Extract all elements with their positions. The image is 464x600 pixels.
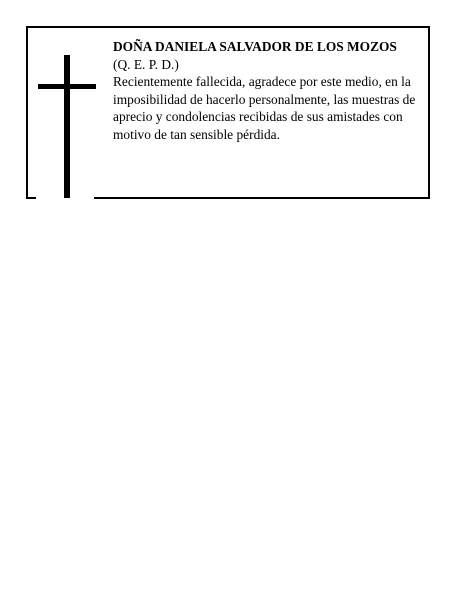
cross-horizontal-bar	[38, 84, 96, 89]
cross-vertical-bar	[64, 55, 70, 198]
acknowledgement-text: Recientemente fallecida, agradece por este medio, en la imposibilidad de hacerlo personalmente, las muestras de aprecio y condolencias recibidas de sus amistades con motivo de tan sensible pérdida.	[113, 74, 416, 142]
deceased-name: DOÑA DANIELA SALVADOR DE LOS MOZOS	[113, 39, 397, 54]
rip-abbreviation: (Q. E. P. D.)	[113, 56, 179, 72]
obituary-text-block	[113, 38, 423, 144]
